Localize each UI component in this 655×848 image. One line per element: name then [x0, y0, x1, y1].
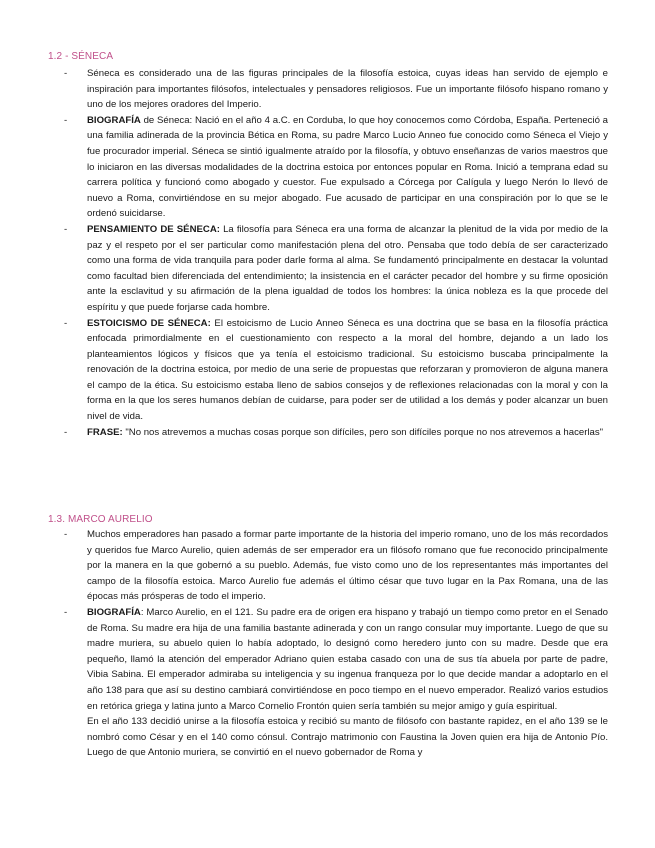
list-item-marco-biografia [0, 605, 655, 761]
item-text: Muchos emperadores han pasado a formar parte importante de la historia del imperio romano, uno de los más recordados y queridos fue Marco Aurelio, quien además de ser emperador era un filósofo romano que fue reconocido principalmente por la manera en la que gobernó a su pueblo. Además, fue visto como uno de los representantes más importantes del campo de la filosofía estoica. Marco Aurelio fue además el último césar que tuvo lugar en la Pax Romana, una de las épocas más prósperas de todo el imperio. [87, 529, 608, 603]
paragraph-text [87, 66, 608, 113]
section-heading-marco-aurelio: 1.3. MARCO AURELIO [48, 514, 153, 525]
item-text: La filosofía para Séneca era una forma de alcanzar la plenitud de la vida por medio de la paz y el respeto por el ser particular como manifestación plena del otro. Pensaba que todo debía de ser caracterizado como una forma de vida tranquila para poder darle forma al alma. Se fundamentó principalmente en destacar la voluntad como facultad bien diferenciada del entendimiento; la insistencia en el carácter pecador del hombre y su firme oposición ante la esclavitud y su afirmación de la plena igualdad de todos los hombres: la única nobleza es la que procede del espíritu y que puede forjarse cada hombre. [87, 223, 608, 313]
item-text: Séneca es considerado una de las figuras principales de la filosofía estoica, cuyas ideas han servido de ejemplo e inspiración para importantes filósofos, intelectuales y pensadores religiosos. Fue un importante filósofo hispano romano y uno de los mejores oradores del Imperio. [87, 68, 608, 111]
item-text: de Séneca: Nació en el año 4 a.C. en Corduba, lo que hoy conocemos como Córdoba, España. Perteneció a una familia adinerada de la provincia Bética en Roma, su padre Marco Lucio Anneo fue conocido como Séneca el Viejo y fue procurador imperial. Séneca se sintió igualmente atraído por la filosofía, y obtuvo enseñanzas de varios maestros que lo iniciaron en las diversas modalidades de la doctrina estoica por entonces popular en Roma. Inició a temprana edad su carrera política y funcionó como abogado y cuestor. Fue expulsado a Córcega por Calígula y luego Nerón lo llevó de nuevo a Roma, convirtiéndose en su mejor abogado. Fue acusado de participar en una conspiración por lo que se le ordenó suicidarse. [87, 114, 608, 220]
item-text: "No nos atrevemos a muchas cosas porque son difíciles, pero son difíciles porque no nos atrevemos a hacerlas" [122, 426, 604, 438]
paragraph-text [87, 527, 608, 605]
item-lead: BIOGRAFÍA [87, 114, 141, 126]
seneca-list [0, 66, 655, 440]
paragraph-text-continued [87, 714, 608, 761]
list-item-marco-intro [0, 527, 655, 605]
list-item-seneca-estoicismo [0, 316, 655, 425]
paragraph-text [87, 113, 608, 222]
item-text: : Marco Aurelio, en el 121. Su padre era de origen era hispano y trabajó un tiempo como pretor en el Senado de Roma. Su madre era hija de una familia bastante adinerada y con un rango consular muy importante. Luego de que su madre muriera, su abuelo quien lo había adoptado, lo designó como heredero junto con su madre. Desde que era pequeño, llamó la atención del emperador Adriano quien estaba casado con una de sus tía abuela por parte de padre, Vibia Sabina. El emperador admiraba su inteligencia y su ingenua franqueza por lo que decide mandar a adoptarlo en el año 138 para que así su destino cambiará convirtiéndose en poco tiempo en el nuevo emperador. Realizó varios estudios en retórica griega y latina junto a Marco Cornelio Frontón quien sería también su mejor amigo y guía espiritual. [87, 606, 608, 712]
paragraph-text [87, 316, 608, 425]
list-item-seneca-frase [0, 425, 655, 441]
item-text: En el año 133 decidió unirse a la filosofía estoica y recibió su manto de filósofo con bastante rapidez, en el año 139 se le nombró como César y en el 140 como cónsul. Contrajo matrimonio con Faustina la Joven quien era hija de Antonio Pío. Luego de que Antonio muriera, se convirtió en el nuevo gobernador de Roma y [87, 716, 608, 759]
item-lead: PENSAMIENTO DE SÉNECA: [87, 223, 220, 235]
paragraph-text [87, 425, 608, 441]
bullet-dash: - [64, 114, 68, 126]
bullet-dash: - [64, 223, 68, 235]
paragraph-text [87, 605, 608, 714]
bullet-dash: - [64, 606, 68, 618]
paragraph-text [87, 222, 608, 316]
section-heading-seneca: 1.2 - SÉNECA [48, 51, 114, 62]
bullet-dash: - [64, 317, 68, 329]
list-item-seneca-intro [0, 66, 655, 113]
bullet-dash: - [64, 426, 68, 438]
item-lead: FRASE: [87, 426, 123, 438]
bullet-dash: - [64, 68, 68, 79]
item-text: El estoicismo de Lucio Anneo Séneca es una doctrina que se basa en la filosofía práctica enfocada primordialmente en el cuestionamiento con respecto a la moral del hombre, dejando a un lado los planteamientos lógicos y físicos que ya tenía el estoicismo tradicional. Su estoicismo buscaba principalmente la renovación de la doctrina estoica, por medio de una serie de propuestas que reforzaran y promovieron de alguna manera el campo de la ética. Su estoicismo estaba lleno de sabios consejos y de reflexiones relacionadas con la moral y con la forma en la que los seres humanos debían de cuidarse, para poder ser de utilidad a los demás y poder alcanzar un buen nivel de vida. [87, 317, 608, 423]
list-item-seneca-pensamiento [0, 222, 655, 316]
bullet-dash: - [64, 529, 68, 540]
list-item-seneca-biografia [0, 113, 655, 222]
marco-aurelio-list [0, 527, 655, 761]
item-lead: BIOGRAFÍA [87, 606, 141, 618]
item-lead: ESTOICISMO DE SÉNECA: [87, 317, 211, 329]
